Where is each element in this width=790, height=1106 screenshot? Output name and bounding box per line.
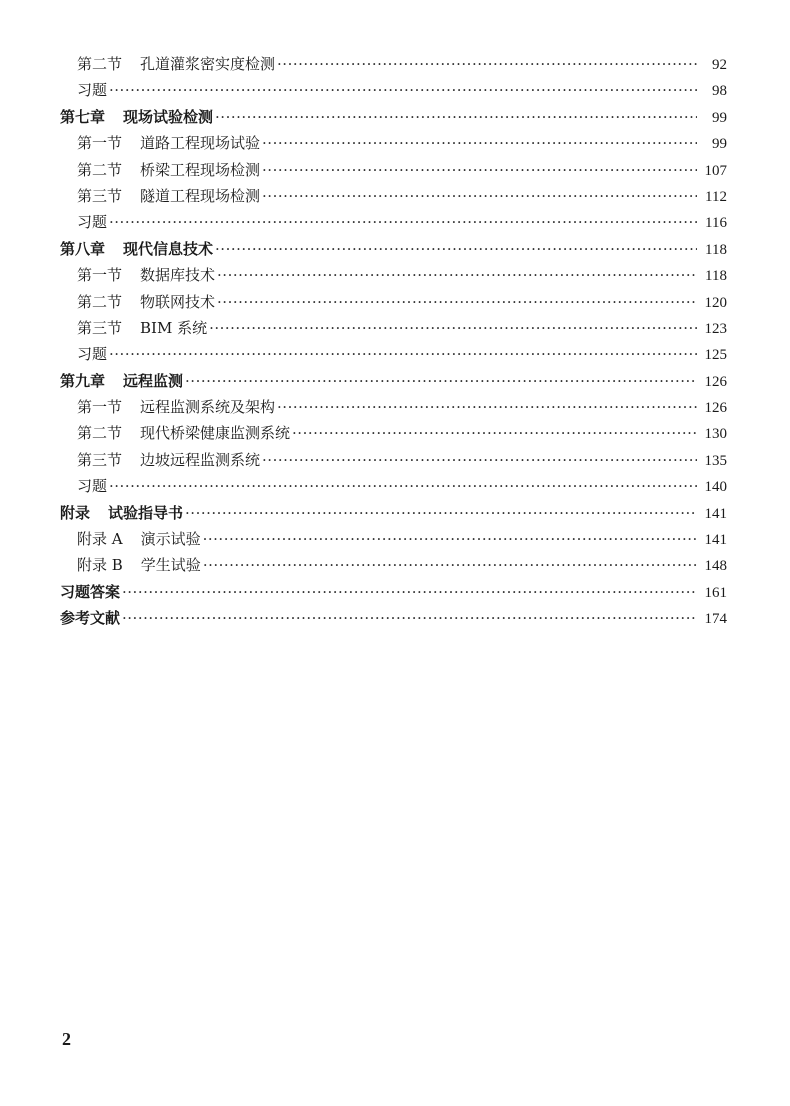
toc-entry-number: 第九章 bbox=[60, 371, 106, 390]
dot-leader bbox=[262, 130, 697, 156]
toc-entry-title: 学生试验 bbox=[140, 556, 201, 575]
dot-leader bbox=[217, 289, 697, 315]
toc-entry[interactable] bbox=[60, 157, 727, 183]
toc-entry-page: 92 bbox=[712, 57, 727, 73]
dot-leader bbox=[262, 447, 697, 473]
toc-entry-page: 140 bbox=[704, 479, 727, 496]
toc-entry-page: 141 bbox=[704, 505, 727, 522]
dot-leader bbox=[122, 579, 697, 605]
toc-entry-number: 附录 B bbox=[77, 556, 123, 575]
toc-entry-title: 物联网技术 bbox=[140, 292, 216, 311]
toc-entry[interactable] bbox=[60, 368, 727, 394]
toc-entry-page: 135 bbox=[704, 452, 727, 469]
toc-entry[interactable] bbox=[60, 289, 727, 315]
toc-entry-title: 习题 bbox=[77, 477, 108, 496]
toc-entry-number: 第七章 bbox=[60, 107, 106, 126]
toc-entry-page: 148 bbox=[704, 558, 727, 575]
toc-entry-page: 161 bbox=[704, 584, 727, 601]
toc-entry[interactable] bbox=[60, 183, 727, 209]
dot-leader bbox=[203, 526, 697, 552]
toc-entry[interactable] bbox=[60, 447, 727, 473]
toc-entry-page: 107 bbox=[704, 162, 727, 179]
toc-entry-page: 141 bbox=[704, 532, 727, 549]
toc-entry-number: 第二节 bbox=[77, 55, 123, 73]
dot-leader bbox=[262, 183, 697, 209]
dot-leader bbox=[185, 500, 697, 526]
toc-entry-page: 130 bbox=[704, 426, 727, 443]
toc-entry[interactable] bbox=[60, 262, 727, 288]
toc-entry-number: 第三节 bbox=[77, 318, 123, 337]
toc-entry-number: 第一节 bbox=[77, 134, 123, 153]
toc-entry-title: 习题 bbox=[77, 345, 108, 364]
toc-entry-number: 第一节 bbox=[77, 398, 123, 417]
toc-entry[interactable] bbox=[60, 341, 727, 367]
dot-leader bbox=[215, 104, 697, 130]
toc-entry-title: BIM 系统 bbox=[140, 318, 208, 337]
toc-entry[interactable] bbox=[60, 315, 727, 341]
dot-leader bbox=[109, 209, 697, 235]
toc-entry[interactable] bbox=[60, 473, 727, 499]
toc-entry[interactable] bbox=[60, 130, 727, 156]
toc-entry[interactable] bbox=[60, 420, 727, 446]
toc-entry-title: 远程监测系统及架构 bbox=[140, 398, 276, 417]
toc-entry[interactable] bbox=[60, 236, 727, 262]
toc-entry-page: 116 bbox=[705, 215, 727, 232]
toc-entry-title: 参考文献 bbox=[60, 609, 121, 628]
toc-entry-title: 习题答案 bbox=[60, 582, 121, 601]
dot-leader bbox=[277, 51, 697, 77]
toc-entry[interactable] bbox=[60, 605, 727, 631]
toc-entry[interactable] bbox=[60, 104, 727, 130]
toc-entry-page: 126 bbox=[704, 373, 727, 390]
toc-entry-title: 道路工程现场试验 bbox=[140, 134, 261, 153]
toc-entry-title: 远程监测 bbox=[123, 371, 184, 390]
table-of-contents bbox=[60, 51, 727, 632]
toc-entry-number: 附录 A bbox=[77, 530, 123, 549]
toc-entry[interactable] bbox=[60, 77, 727, 103]
toc-entry[interactable] bbox=[60, 552, 727, 578]
dot-leader bbox=[203, 552, 697, 578]
toc-entry-title: 桥梁工程现场检测 bbox=[140, 160, 261, 179]
dot-leader bbox=[277, 394, 697, 420]
toc-entry-number: 附录 bbox=[60, 503, 91, 522]
toc-entry-page: 174 bbox=[704, 611, 727, 628]
toc-entry-number: 第二节 bbox=[77, 424, 123, 443]
dot-leader bbox=[185, 368, 697, 394]
toc-entry-title: 边坡远程监测系统 bbox=[140, 450, 261, 469]
toc-entry[interactable] bbox=[60, 394, 727, 420]
toc-entry-title: 习题 bbox=[77, 81, 108, 100]
toc-entry-page: 126 bbox=[704, 400, 727, 417]
toc-entry[interactable] bbox=[60, 51, 727, 77]
toc-entry-page: 118 bbox=[705, 241, 727, 258]
toc-entry-title: 隧道工程现场检测 bbox=[140, 186, 261, 205]
toc-entry-title: 现代桥梁健康监测系统 bbox=[140, 424, 291, 443]
toc-entry-title: 习题 bbox=[77, 213, 108, 232]
toc-entry-number: 第八章 bbox=[60, 239, 106, 258]
toc-entry-page: 99 bbox=[712, 136, 727, 153]
dot-leader bbox=[292, 420, 697, 446]
toc-entry-title: 数据库技术 bbox=[140, 266, 216, 285]
toc-entry-page: 98 bbox=[712, 83, 727, 100]
toc-entry-page: 123 bbox=[704, 320, 727, 337]
toc-entry-title: 现代信息技术 bbox=[123, 239, 214, 258]
toc-entry-title: 现场试验检测 bbox=[123, 107, 214, 126]
toc-entry-number: 第二节 bbox=[77, 292, 123, 311]
toc-entry[interactable] bbox=[60, 526, 727, 552]
toc-entry-title: 演示试验 bbox=[140, 530, 201, 549]
toc-entry-page: 125 bbox=[704, 347, 727, 364]
toc-entry-number: 第三节 bbox=[77, 186, 123, 205]
dot-leader bbox=[109, 341, 697, 367]
toc-entry[interactable] bbox=[60, 209, 727, 235]
toc-entry-number: 第二节 bbox=[77, 160, 123, 179]
dot-leader bbox=[209, 315, 697, 341]
toc-entry-number: 第一节 bbox=[77, 266, 123, 285]
toc-entry-page: 112 bbox=[705, 188, 727, 205]
dot-leader bbox=[215, 236, 697, 262]
dot-leader bbox=[109, 77, 697, 103]
dot-leader bbox=[122, 605, 697, 631]
toc-entry-number: 第三节 bbox=[77, 450, 123, 469]
dot-leader bbox=[109, 473, 697, 499]
toc-entry-page: 118 bbox=[705, 268, 727, 285]
toc-entry-title: 试验指导书 bbox=[108, 503, 184, 522]
dot-leader bbox=[217, 262, 697, 288]
toc-entry-page: 120 bbox=[704, 294, 727, 311]
toc-entry[interactable] bbox=[60, 579, 727, 605]
toc-entry[interactable] bbox=[60, 500, 727, 526]
dot-leader bbox=[262, 157, 697, 183]
toc-entry-page: 99 bbox=[712, 109, 727, 126]
toc-entry-title: 孔道灌浆密实度检测 bbox=[140, 55, 276, 73]
page-number: 2 bbox=[62, 1029, 71, 1049]
